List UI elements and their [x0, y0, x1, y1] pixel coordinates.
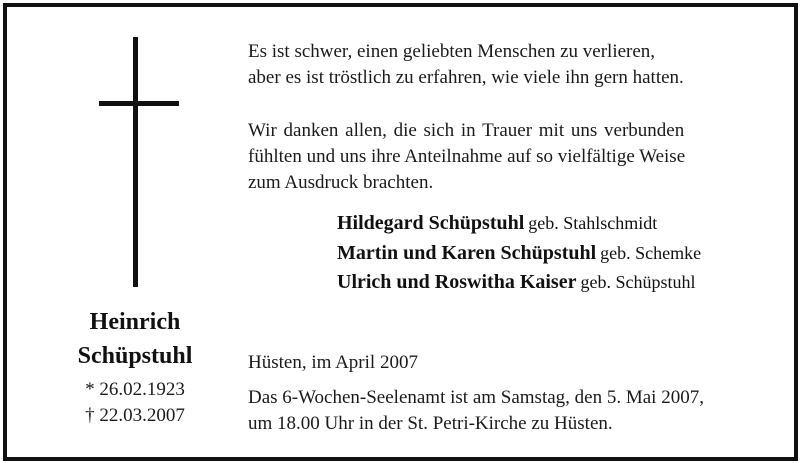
memorial-mass-info — [248, 385, 758, 437]
death-date: † 22.03.2007 — [85, 405, 185, 426]
thanks-line: fühlten und uns ihre Anteilnahme auf so vielfältige Weise — [248, 146, 686, 167]
cross-vertical-bar — [133, 37, 138, 287]
deceased-last-name: Schüpstuhl — [77, 343, 193, 369]
birth-date: * 26.02.1923 — [85, 379, 185, 400]
mass-line: Das 6-Wochen-Seelenamt ist am Samstag, den 5. Mai 2007, — [248, 387, 704, 408]
place-date — [248, 350, 758, 376]
mass-line: um 18.00 Uhr in der St. Petri-Kirche zu Hüsten. — [248, 413, 613, 434]
deceased-first-name: Heinrich — [89, 309, 181, 335]
cross-horizontal-bar — [99, 101, 179, 106]
mourner-entry — [337, 271, 695, 294]
quote-paragraph — [248, 39, 758, 91]
quote-line: aber es ist tröstlich zu erfahren, wie viele ihn gern hatten. — [248, 67, 684, 88]
thanks-line: zum Ausdruck brachten. — [248, 172, 434, 193]
mourner-name: Martin und Karen Schüpstuhl — [337, 242, 597, 264]
mourner-name: Ulrich und Roswitha Kaiser — [337, 271, 577, 293]
thanks-paragraph — [248, 118, 758, 196]
thanks-line: Wir danken allen, die sich in Trauer mit uns verbunden — [248, 120, 685, 141]
mourner-birth-name: geb. Stahlschmidt — [528, 213, 658, 233]
place-date-text: Hüsten, im April 2007 — [248, 352, 418, 373]
mourner-name: Hildegard Schüpstuhl — [337, 212, 525, 234]
mourner-birth-name: geb. Schüpstuhl — [580, 272, 696, 292]
obituary-notice — [3, 3, 798, 461]
mourner-birth-name: geb. Schemke — [600, 243, 702, 263]
mourner-entry — [337, 212, 657, 235]
quote-line: Es ist schwer, einen geliebten Menschen zu verlieren, — [248, 41, 656, 62]
mourner-entry — [337, 242, 701, 265]
